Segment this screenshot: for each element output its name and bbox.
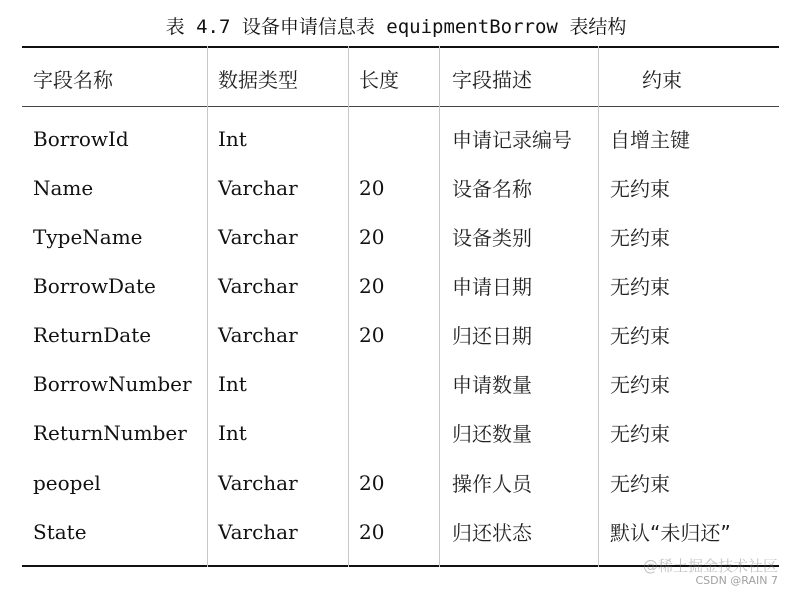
table-row bbox=[22, 114, 779, 163]
cell-length: 20 bbox=[359, 273, 385, 298]
cell-description: 申请记录编号 bbox=[452, 128, 572, 152]
table-row bbox=[22, 310, 779, 359]
cell-description: 设备类别 bbox=[452, 226, 532, 250]
cell-field-name: ReturnNumber bbox=[33, 420, 187, 445]
cell-description: 设备名称 bbox=[452, 177, 532, 201]
header-data-type: 数据类型 bbox=[218, 67, 298, 92]
cell-constraint: 无约束 bbox=[610, 324, 670, 348]
cell-constraint: 无约束 bbox=[610, 472, 670, 496]
table-caption: 表 4.7 设备申请信息表 equipmentBorrow 表结构 bbox=[165, 16, 627, 38]
cell-data-type: Int bbox=[218, 420, 247, 445]
cell-length: 20 bbox=[359, 470, 385, 495]
watermark-csdn: CSDN @RAIN 7 bbox=[695, 574, 778, 587]
table-row bbox=[22, 507, 779, 556]
cell-length: 20 bbox=[359, 175, 385, 200]
cell-constraint: 无约束 bbox=[610, 226, 670, 250]
cell-data-type: Varchar bbox=[218, 519, 298, 544]
cell-description: 归还状态 bbox=[452, 521, 532, 545]
cell-length: 20 bbox=[359, 224, 385, 249]
cell-field-name: BorrowNumber bbox=[33, 371, 192, 396]
table-row bbox=[22, 359, 779, 408]
cell-field-name: TypeName bbox=[33, 224, 143, 249]
header-field-name: 字段名称 bbox=[33, 67, 113, 92]
table-header-rule bbox=[22, 106, 779, 107]
cell-data-type: Varchar bbox=[218, 224, 298, 249]
cell-constraint: 无约束 bbox=[610, 177, 670, 201]
cell-description: 归还数量 bbox=[452, 422, 532, 446]
header-constraint: 约束 bbox=[642, 67, 682, 92]
table-top-rule bbox=[22, 46, 779, 48]
cell-description: 归还日期 bbox=[452, 324, 532, 348]
cell-length: 20 bbox=[359, 322, 385, 347]
table-row bbox=[22, 212, 779, 261]
header-description: 字段描述 bbox=[452, 67, 532, 92]
table-row bbox=[22, 408, 779, 457]
cell-constraint: 自增主键 bbox=[610, 128, 690, 152]
table-header-row bbox=[22, 54, 779, 102]
cell-data-type: Varchar bbox=[218, 322, 298, 347]
cell-field-name: State bbox=[33, 519, 87, 544]
cell-length: 20 bbox=[359, 519, 385, 544]
cell-description: 申请日期 bbox=[452, 275, 532, 299]
cell-field-name: peopel bbox=[33, 470, 101, 495]
cell-data-type: Varchar bbox=[218, 175, 298, 200]
header-length: 长度 bbox=[359, 67, 399, 92]
cell-description: 操作人员 bbox=[452, 472, 532, 496]
cell-data-type: Varchar bbox=[218, 470, 298, 495]
cell-data-type: Int bbox=[218, 126, 247, 151]
cell-data-type: Varchar bbox=[218, 273, 298, 298]
cell-description: 申请数量 bbox=[452, 373, 532, 397]
cell-field-name: Name bbox=[33, 175, 94, 200]
table-row bbox=[22, 261, 779, 310]
cell-constraint: 无约束 bbox=[610, 422, 670, 446]
cell-constraint: 无约束 bbox=[610, 275, 670, 299]
cell-data-type: Int bbox=[218, 371, 247, 396]
watermark-juejin: @稀土掘金技术社区 bbox=[642, 557, 778, 575]
schema-table bbox=[22, 46, 779, 566]
cell-field-name: BorrowId bbox=[33, 126, 129, 151]
cell-field-name: ReturnDate bbox=[33, 322, 152, 347]
table-row bbox=[22, 163, 779, 212]
cell-field-name: BorrowDate bbox=[33, 273, 156, 298]
cell-constraint: 无约束 bbox=[610, 373, 670, 397]
table-row bbox=[22, 458, 779, 507]
cell-constraint: 默认“未归还” bbox=[610, 521, 731, 545]
